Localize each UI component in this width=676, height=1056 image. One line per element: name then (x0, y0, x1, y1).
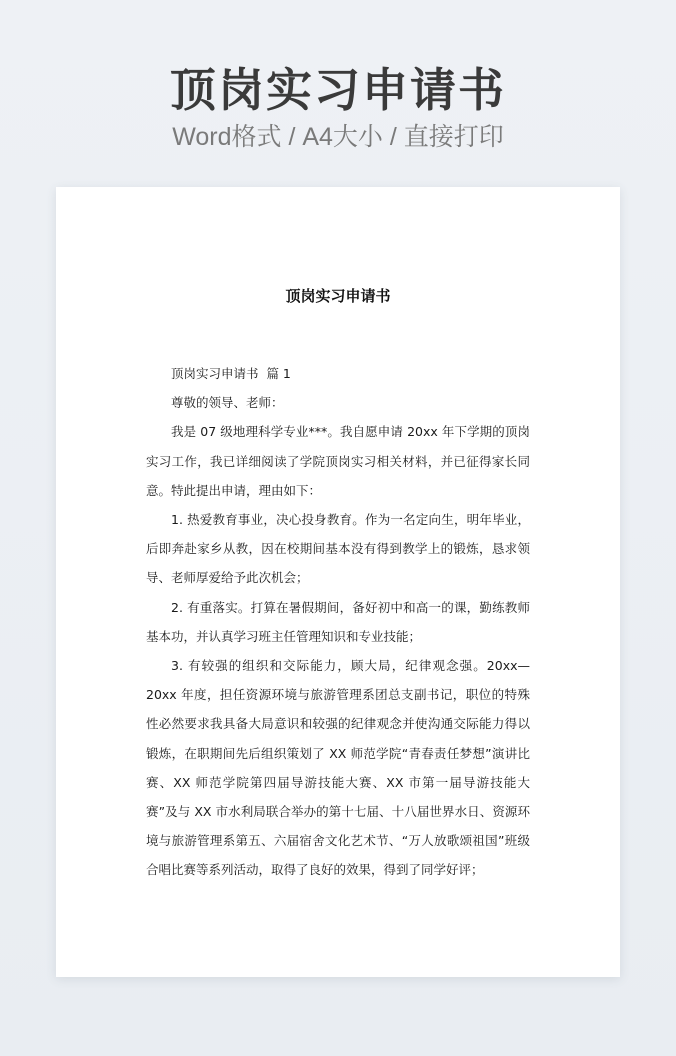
banner-subtitle: Word格式 / A4大小 / 直接打印 (172, 123, 504, 151)
section-heading: 顶岗实习申请书 篇 1 (171, 366, 291, 381)
document-body (146, 359, 530, 885)
banner-title: 顶岗实习申请书 (170, 63, 506, 117)
document-page (56, 187, 620, 977)
document-title: 顶岗实习申请书 (285, 287, 391, 305)
body-paragraph: 3. 有较强的组织和交际能力，顾大局，纪律观念强。20xx—20xx 年度，担任资源环境与旅游管理系团总支副书记，职位的特殊性必然要求我具备大局意识和较强的纪律观念并使沟通交际能力得以锻炼，在职期间先后组织策划了 XX 师范学院“青春责任梦想”演讲比赛、XX 师范学院第四届导游技能大赛、XX 市第一届导游技能大赛”及与 XX 市水利局联合举办的第十七届、十八届世界水日、资源环境与旅游管理系第五、六届宿舍文化艺术节、“万人放歌颂祖国”班级合唱比赛等系列活动，取得了良好的效果，得到了同学好评； (146, 658, 530, 878)
body-paragraph: 2. 有重落实。打算在暑假期间，备好初中和高一的课，勤练教师基本功，并认真学习班主任管理知识和专业技能； (146, 599, 530, 644)
body-paragraph: 我是 07 级地理科学专业***。我自愿申请 20xx 年下学期的顶岗实习工作，我已详细阅读了学院顶岗实习相关材料，并已征得家长同意。特此提出申请，理由如下： (146, 424, 530, 498)
salutation: 尊敬的领导、老师： (171, 395, 284, 411)
body-paragraph: 1. 热爱教育事业，决心投身教育。作为一名定向生，明年毕业，后即奔赴家乡从教，因在校期间基本没有得到教学上的锻炼，恳求领导、老师厚爱给予此次机会； (146, 512, 530, 586)
